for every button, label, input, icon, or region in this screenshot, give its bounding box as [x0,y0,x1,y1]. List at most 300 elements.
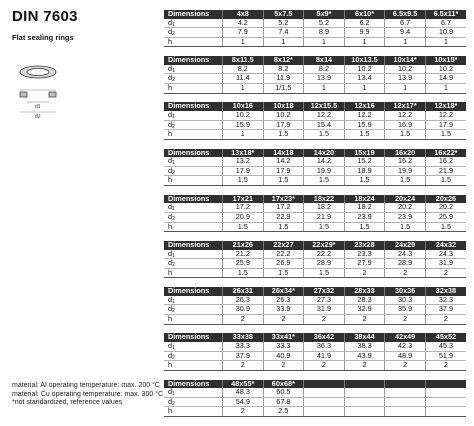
value-cell: 4.2 [223,19,264,28]
dimension-cell: 33x38 [223,333,264,342]
value-cell: 35.9 [385,305,426,315]
value-cell: 1.5 [425,176,466,186]
value-cell: 1.5 [263,222,304,232]
value-cell: 6.7 [385,19,426,28]
row-label: h [164,130,223,140]
page-subtitle: Flat sealing rings [12,33,74,42]
value-cell: 1 [385,37,426,47]
dimension-table [164,195,466,232]
row-label: h [164,361,223,371]
value-cell: 37.9 [223,351,264,361]
value-cell: 28.9 [304,259,345,269]
row-label-subscript: 1 [172,252,175,259]
row-label [164,250,223,259]
dimension-cell: 6.5x9.5 [385,10,426,19]
value-cell: 6.7 [425,19,466,28]
row-label [164,305,223,315]
header-row [164,380,466,389]
value-cell: 16.9 [385,120,426,130]
row-label: h [164,314,223,324]
d1-row [164,342,466,351]
value-cell: 2 [304,314,345,324]
value-cell: 17.9 [223,166,264,176]
dimension-cell: 38x44 [344,333,385,342]
d2-row [164,28,466,38]
value-cell: 16.2 [385,157,426,166]
dimension-cell: 10x18 [263,102,304,111]
dimension-table [164,380,466,417]
page-title: DIN 7603 [12,8,78,25]
row-label-subscript: 1 [172,391,175,398]
dimension-cell [304,380,345,389]
dimension-cell: 17x23* [263,195,304,204]
value-cell: 2 [344,314,385,324]
row-label-letter: d [168,341,173,350]
row-label-letter: d [168,388,173,397]
value-cell: 30.3 [385,296,426,305]
value-cell: 17.2 [263,203,304,212]
dimension-table [164,333,466,370]
value-cell: 14.2 [263,157,304,166]
row-label-letter: d [168,249,173,258]
row-label: Dimensions [164,380,223,389]
row-label: Dimensions [164,149,223,158]
ring-section-left [20,92,27,97]
material-notes [12,382,163,408]
dimension-cell: 10x13.5 [344,56,385,65]
dimension-cell: 14x18 [263,149,304,158]
d2-row [164,397,466,407]
h-row [164,130,466,140]
value-cell: 2 [344,268,385,278]
value-cell: 15.4 [304,120,345,130]
dimension-cell: 24x29 [385,241,426,250]
dimension-cell: 32x38 [425,287,466,296]
row-label [164,296,223,305]
dimension-cell: 42x49 [385,333,426,342]
value-cell: 26.3 [263,296,304,305]
value-cell: 30.9 [223,305,264,315]
row-label-letter: d [168,203,173,212]
dimension-cell: 8x12* [263,56,304,65]
row-label-letter: d [168,166,173,175]
dimension-table [164,102,466,139]
header-row [164,149,466,158]
value-cell: 2 [223,361,264,371]
row-label-subscript: 1 [172,344,175,351]
header-row [164,287,466,296]
value-cell: 33.3 [223,342,264,351]
value-cell: 1.5 [425,222,466,232]
dimension-cell: 28x33 [344,287,385,296]
row-label-subscript: 2 [172,169,175,176]
value-cell: 17.9 [263,166,304,176]
value-cell: 1 [223,83,264,93]
note-aluminium: material: Al operating temperature: max. 200 °C [12,382,160,389]
dimension-table [164,149,466,186]
value-cell: 15.2 [344,157,385,166]
value-cell: 28.9 [385,259,426,269]
value-cell: 2 [425,314,466,324]
h-row [164,268,466,278]
value-cell: 2 [223,407,264,417]
h-row [164,222,466,232]
value-cell: 16.2 [425,157,466,166]
value-cell: 1 [223,37,264,47]
value-cell: 41.9 [304,351,345,361]
value-cell: 24.3 [425,250,466,259]
value-cell: 2 [385,268,426,278]
value-cell: 8.2 [223,65,264,74]
dimension-cell: 36x42 [304,333,345,342]
row-label [164,28,223,38]
value-cell: 12.2 [425,111,466,120]
row-label-subscript: 2 [172,77,175,84]
value-cell: 1 [304,83,345,93]
value-cell: 48.9 [385,351,426,361]
value-cell: 5.2 [304,19,345,28]
row-label-subscript: 1 [172,298,175,305]
row-label [164,342,223,351]
value-cell: 1 [425,37,466,47]
d2-row [164,212,466,222]
dimension-cell [385,380,426,389]
dimension-cell [425,380,466,389]
dimension-cell: 22x27 [263,241,304,250]
dimension-cell: 5x7.5 [263,10,304,19]
value-cell: 26.3 [223,296,264,305]
value-cell: 19.9 [385,166,426,176]
row-label [164,388,223,397]
dimension-cell: 13x18* [223,149,264,158]
value-cell: 20.2 [385,203,426,212]
value-cell: 18.2 [304,203,345,212]
value-cell: 23.9 [385,212,426,222]
dimension-cell: 33x41* [263,333,304,342]
row-label [164,157,223,166]
value-cell: 1/1.5 [263,83,304,93]
value-cell: 20.9 [223,212,264,222]
value-cell: 21.9 [425,166,466,176]
value-cell [344,388,385,397]
row-label-letter: d [168,295,173,304]
row-label-subscript: 2 [172,308,175,315]
value-cell: 24.3 [385,250,426,259]
value-cell: 1.5 [425,130,466,140]
value-cell [385,397,426,407]
row-label-subscript: 2 [172,215,175,222]
note-copper: material: Cu operating temperature: max. 300 °C [12,390,164,398]
value-cell [385,407,426,417]
value-cell: 1.5 [344,176,385,186]
value-cell: 17.2 [223,203,264,212]
dimension-table [164,287,466,324]
value-cell: 33.3 [263,342,304,351]
value-cell [304,407,345,417]
value-cell: 54.9 [223,397,264,407]
header-row [164,241,466,250]
dimension-cell: 24x32 [425,241,466,250]
row-label [164,111,223,120]
value-cell: 43.9 [344,351,385,361]
row-label [164,74,223,84]
row-label-subscript: 2 [172,262,175,269]
value-cell: 2.5 [263,407,304,417]
value-cell: 23.3 [344,250,385,259]
value-cell: 1 [425,83,466,93]
value-cell: 7.9 [223,28,264,38]
d1-row [164,19,466,28]
dimension-cell: 4x8 [223,10,264,19]
row-label [164,166,223,176]
value-cell: 21.9 [304,212,345,222]
value-cell [304,397,345,407]
value-cell: 48.3 [223,388,264,397]
value-cell: 31.9 [425,259,466,269]
value-cell: 67.8 [263,397,304,407]
dimension-cell: 12x18* [425,102,466,111]
row-label: h [164,268,223,278]
dimension-cell: 6x10* [344,10,385,19]
value-cell: 31.9 [304,305,345,315]
d2-row [164,120,466,130]
value-cell: 14.9 [425,74,466,84]
value-cell: 1 [344,83,385,93]
dimension-cell: 10x14* [385,56,426,65]
value-cell: 32.3 [425,296,466,305]
value-cell: 1.5 [304,176,345,186]
d1-row [164,111,466,120]
value-cell: 1.5 [263,130,304,140]
h-row [164,176,466,186]
header-row [164,333,466,342]
sealing-ring-diagram [8,62,68,132]
value-cell: 10.9 [425,28,466,38]
value-cell: 33.9 [263,305,304,315]
dimension-cell: 5x9* [304,10,345,19]
value-cell: 1.5 [223,268,264,278]
value-cell: 1.5 [263,268,304,278]
row-label-letter: d [168,304,173,314]
value-cell: 8.9 [304,28,345,38]
value-cell [304,388,345,397]
row-label-letter: d [168,157,173,166]
value-cell: 42.3 [385,342,426,351]
value-cell: 60.5 [263,388,304,397]
h-row [164,361,466,371]
row-label [164,397,223,407]
row-label-subscript: 2 [172,400,175,407]
value-cell: 5.2 [263,19,304,28]
value-cell: 10.2 [385,65,426,74]
dimension-cell [344,380,385,389]
row-label-subscript: 1 [172,113,175,120]
value-cell [344,397,385,407]
value-cell: 1.5 [385,222,426,232]
row-label: Dimensions [164,195,223,204]
value-cell: 51.9 [425,351,466,361]
value-cell [385,388,426,397]
dimension-cell: 6.5x11* [425,10,466,19]
value-cell: 13.9 [385,74,426,84]
value-cell: 17.9 [263,120,304,130]
row-label-letter: d [168,64,173,73]
d2-row [164,351,466,361]
value-cell: 13.9 [304,74,345,84]
value-cell: 2 [344,361,385,371]
row-label-subscript: 1 [172,67,175,74]
row-label: h [164,37,223,47]
ring-inner-edge [27,68,49,75]
d1-row [164,65,466,74]
value-cell: 1.5 [304,130,345,140]
row-label: h [164,222,223,232]
value-cell: 11.9 [263,74,304,84]
row-label-letter: d [168,397,173,406]
row-label-letter: d [168,18,173,27]
value-cell: 1.5 [344,222,385,232]
row-label-subscript: 2 [172,31,175,38]
dimension-cell: 12x16 [344,102,385,111]
row-label [164,351,223,361]
value-cell: 1.5 [385,176,426,186]
row-label: Dimensions [164,56,223,65]
value-cell: 8.2 [263,65,304,74]
d2-row [164,259,466,269]
dimension-cell: 8x11.5 [223,56,264,65]
value-cell: 1.5 [223,222,264,232]
value-cell: 32.9 [344,305,385,315]
value-cell: 21.2 [223,250,264,259]
value-cell: 23.9 [344,212,385,222]
value-cell: 11.4 [223,74,264,84]
ring-section-right [49,92,56,97]
value-cell: 2 [304,361,345,371]
row-label-letter: d [168,27,173,37]
value-cell: 6.2 [344,19,385,28]
dimension-table [164,10,466,47]
d1-row [164,296,466,305]
value-cell: 1.5 [304,268,345,278]
row-label-subscript: 2 [172,123,175,130]
row-label-letter: d [168,110,173,119]
value-cell: 17.9 [425,120,466,130]
dimension-cell: 10x16 [223,102,264,111]
value-cell: 2 [425,361,466,371]
value-cell: 7.4 [263,28,304,38]
dimension-cell: 14x20 [304,149,345,158]
diagram-label-d2: d2 [35,114,41,120]
value-cell: 10.2 [425,65,466,74]
value-cell: 38.3 [344,342,385,351]
row-label-letter: d [168,212,173,221]
value-cell: 13.2 [223,157,264,166]
value-cell: 27.3 [304,296,345,305]
value-cell: 2 [425,268,466,278]
dimension-cell: 48x55* [223,380,264,389]
value-cell [425,407,466,417]
value-cell: 9.9 [344,28,385,38]
value-cell: 9.4 [385,28,426,38]
value-cell: 2 [263,314,304,324]
note-not-standardized: *not standardized, reference values [12,399,123,407]
h-row [164,83,466,93]
value-cell: 14.2 [304,157,345,166]
dimension-cell: 8x14 [304,56,345,65]
value-cell: 40.9 [263,351,304,361]
value-cell: 12.2 [344,111,385,120]
header-row [164,10,466,19]
dimension-cell: 45x52 [425,333,466,342]
value-cell: 2 [385,361,426,371]
row-label [164,212,223,222]
row-label-subscript: 1 [172,21,175,28]
value-cell: 1.5 [344,130,385,140]
dimension-cell: 21x26 [223,241,264,250]
row-label: h [164,407,223,417]
d2-row [164,305,466,315]
value-cell: 37.9 [425,305,466,315]
value-cell: 27.9 [344,259,385,269]
value-cell: 26.9 [263,259,304,269]
value-cell: 1.5 [304,222,345,232]
row-label-letter: d [168,258,173,268]
row-label [164,120,223,130]
value-cell: 10.2 [263,111,304,120]
value-cell: 18.2 [344,203,385,212]
dimension-cell: 23x28 [344,241,385,250]
value-cell: 2 [263,361,304,371]
value-cell: 2 [385,314,426,324]
value-cell: 1 [304,37,345,47]
value-cell: 1.5 [385,130,426,140]
diagram-label-d1: d1 [35,104,41,110]
h-row [164,37,466,47]
dimension-cell: 60x68* [263,380,304,389]
dimension-cell: 10x15* [425,56,466,65]
header-row [164,195,466,204]
value-cell: 12.2 [304,111,345,120]
d1-row [164,203,466,212]
dimension-cell: 12x17* [385,102,426,111]
row-label: h [164,176,223,186]
value-cell: 20.2 [425,203,466,212]
dimension-cell: 18x24 [344,195,385,204]
row-label: Dimensions [164,333,223,342]
dimension-cell: 30x36 [385,287,426,296]
value-cell: 1 [263,37,304,47]
row-label: Dimensions [164,241,223,250]
value-cell: 22.2 [263,250,304,259]
value-cell: 18.9 [344,166,385,176]
dimension-cell: 16x20 [385,149,426,158]
value-cell: 15.9 [223,120,264,130]
d1-row [164,388,466,397]
value-cell: 25.9 [223,259,264,269]
value-cell: 1.5 [263,176,304,186]
value-cell: 45.3 [425,342,466,351]
d2-row [164,166,466,176]
value-cell [425,397,466,407]
value-cell: 36.3 [304,342,345,351]
dimension-cell: 20x26 [425,195,466,204]
dimension-cell: 18x22 [304,195,345,204]
row-label-subscript: 2 [172,354,175,361]
value-cell: 22.9 [263,212,304,222]
h-row [164,407,466,417]
row-label-subscript: 1 [172,206,175,213]
value-cell: 2 [223,314,264,324]
